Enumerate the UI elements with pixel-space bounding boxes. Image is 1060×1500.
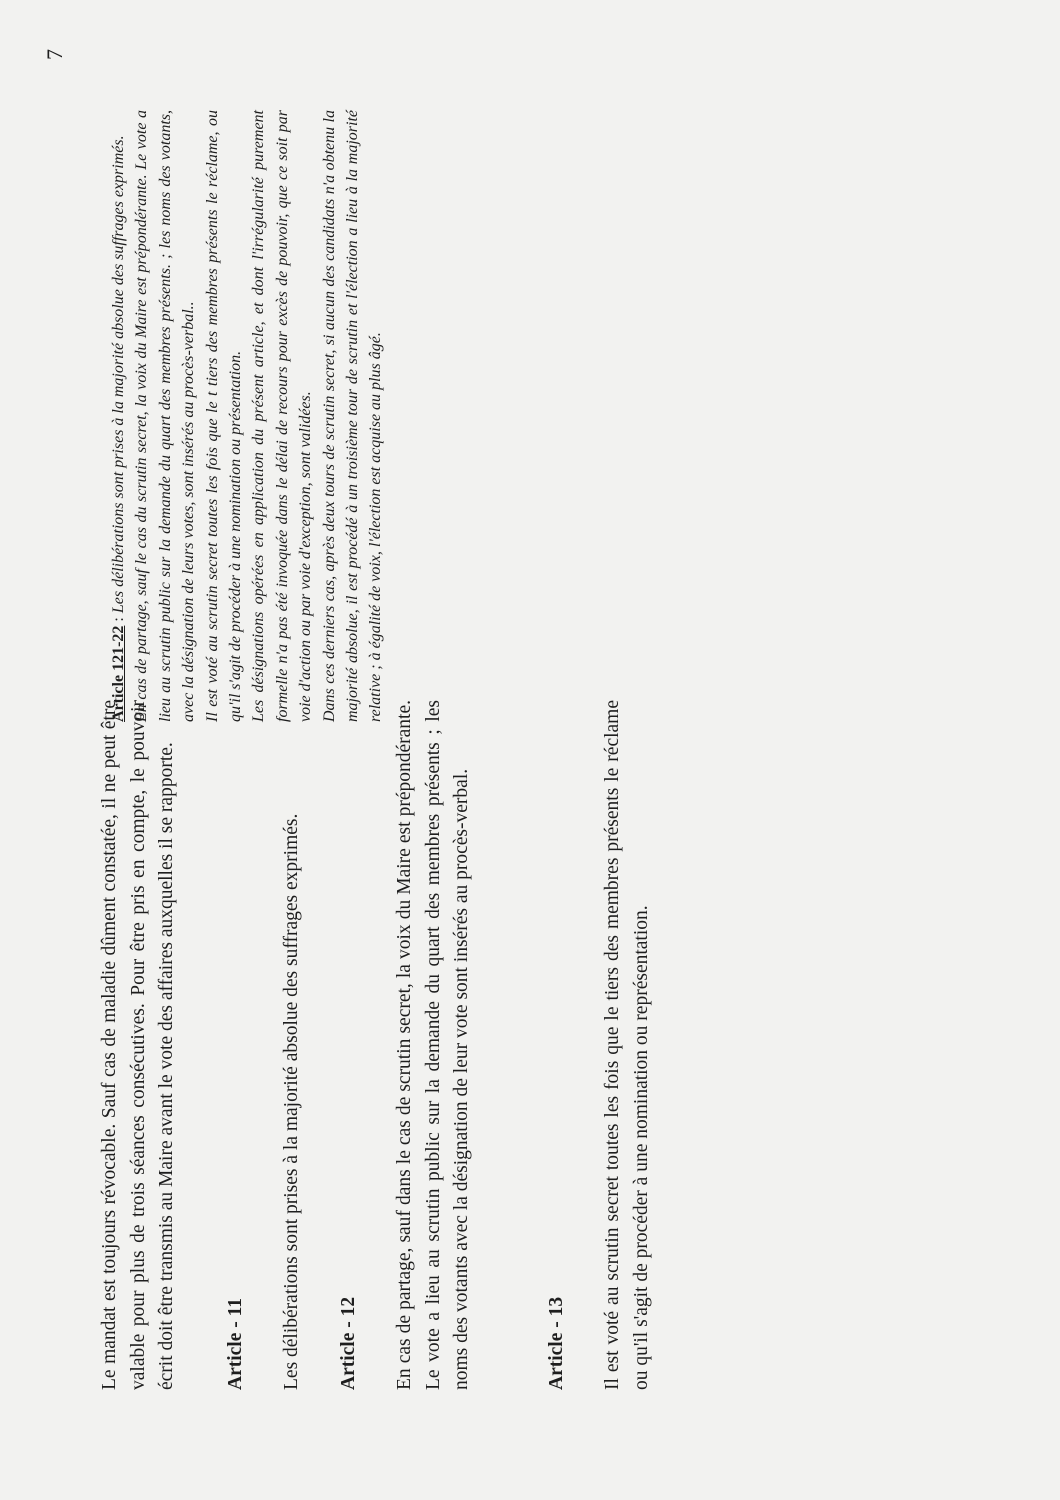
article-11-text: Les délibérations sont prises à la majorité absolue des suffrages exprimés.	[281, 813, 302, 1390]
page-number: 7	[42, 49, 67, 60]
right-paragraph-5: Dans ces derniers cas, après deux tours de scrutin secret, si aucun des candidats n'a obtenu la majorité absolue, il est procédé à un troisième tour de scrutin et l'élection a lieu à la majorité relative ; à égalité de voix, l'élection est acquise au plus âgé.	[320, 110, 385, 722]
left-column	[96, 700, 656, 1390]
right-column	[107, 110, 388, 722]
right-paragraph-2: En cas de partage, sauf le cas du scrutin secret, la voix du Maire est prépondérante. Le vote a lieu au scrutin public sur la demande du quart des membres présents. ; les noms des votants, avec la désignation de leurs votes, sont insérés au procès-verbal..	[133, 110, 198, 722]
intro-paragraph: Le mandat est toujours révocable. Sauf cas de maladie dûment constatée, il ne peut être valable pour plus de trois séances consécutives. Pour être pris en compte, le pouvoir écrit doit être transmis au Maire avant le vote des affaires auxquelles il se rapporte.	[99, 700, 177, 1390]
article-11-title: Article - 11	[224, 1297, 246, 1390]
right-paragraph-3: Il est voté au scrutin secret toutes les fois que le t tiers des membres présents le réclame, ou qu'il s'agit de procéder à une nomination ou présentation.	[203, 110, 245, 722]
right-paragraph-1-text: Les délibérations sont prises à la majorité absolue des suffrages exprimés.	[110, 135, 127, 614]
article-12-title: Article - 12	[337, 1296, 359, 1390]
right-paragraph-1	[107, 110, 130, 722]
article-13-text: Il est voté au scrutin secret toutes les fois que le tiers des membres présents le réclame ou qu'il s'agit de procéder à une nomination ou représentation.	[602, 700, 652, 1390]
article-121-22-ref: Article 121-22	[110, 625, 127, 722]
article-12-text: En cas de partage, sauf dans le cas de scrutin secret, la voix du Maire est prépondérante. Le vote a lieu au scrutin public sur la demande du quart des membres présents ; les noms des votants avec la désignation de leur vote sont insérés au procès-verbal.	[394, 700, 472, 1390]
right-paragraph-4: Les désignations opérées en application du présent article, et dont l'irrégularité purement formelle n'a pas été invoquée dans le délai de recours pour excès de pouvoir, que ce soit par voie d'action ou par voie d'exception, sont validées.	[250, 110, 315, 722]
article-13-title: Article - 13	[545, 1296, 567, 1390]
article-ref-separator: :	[110, 613, 127, 626]
